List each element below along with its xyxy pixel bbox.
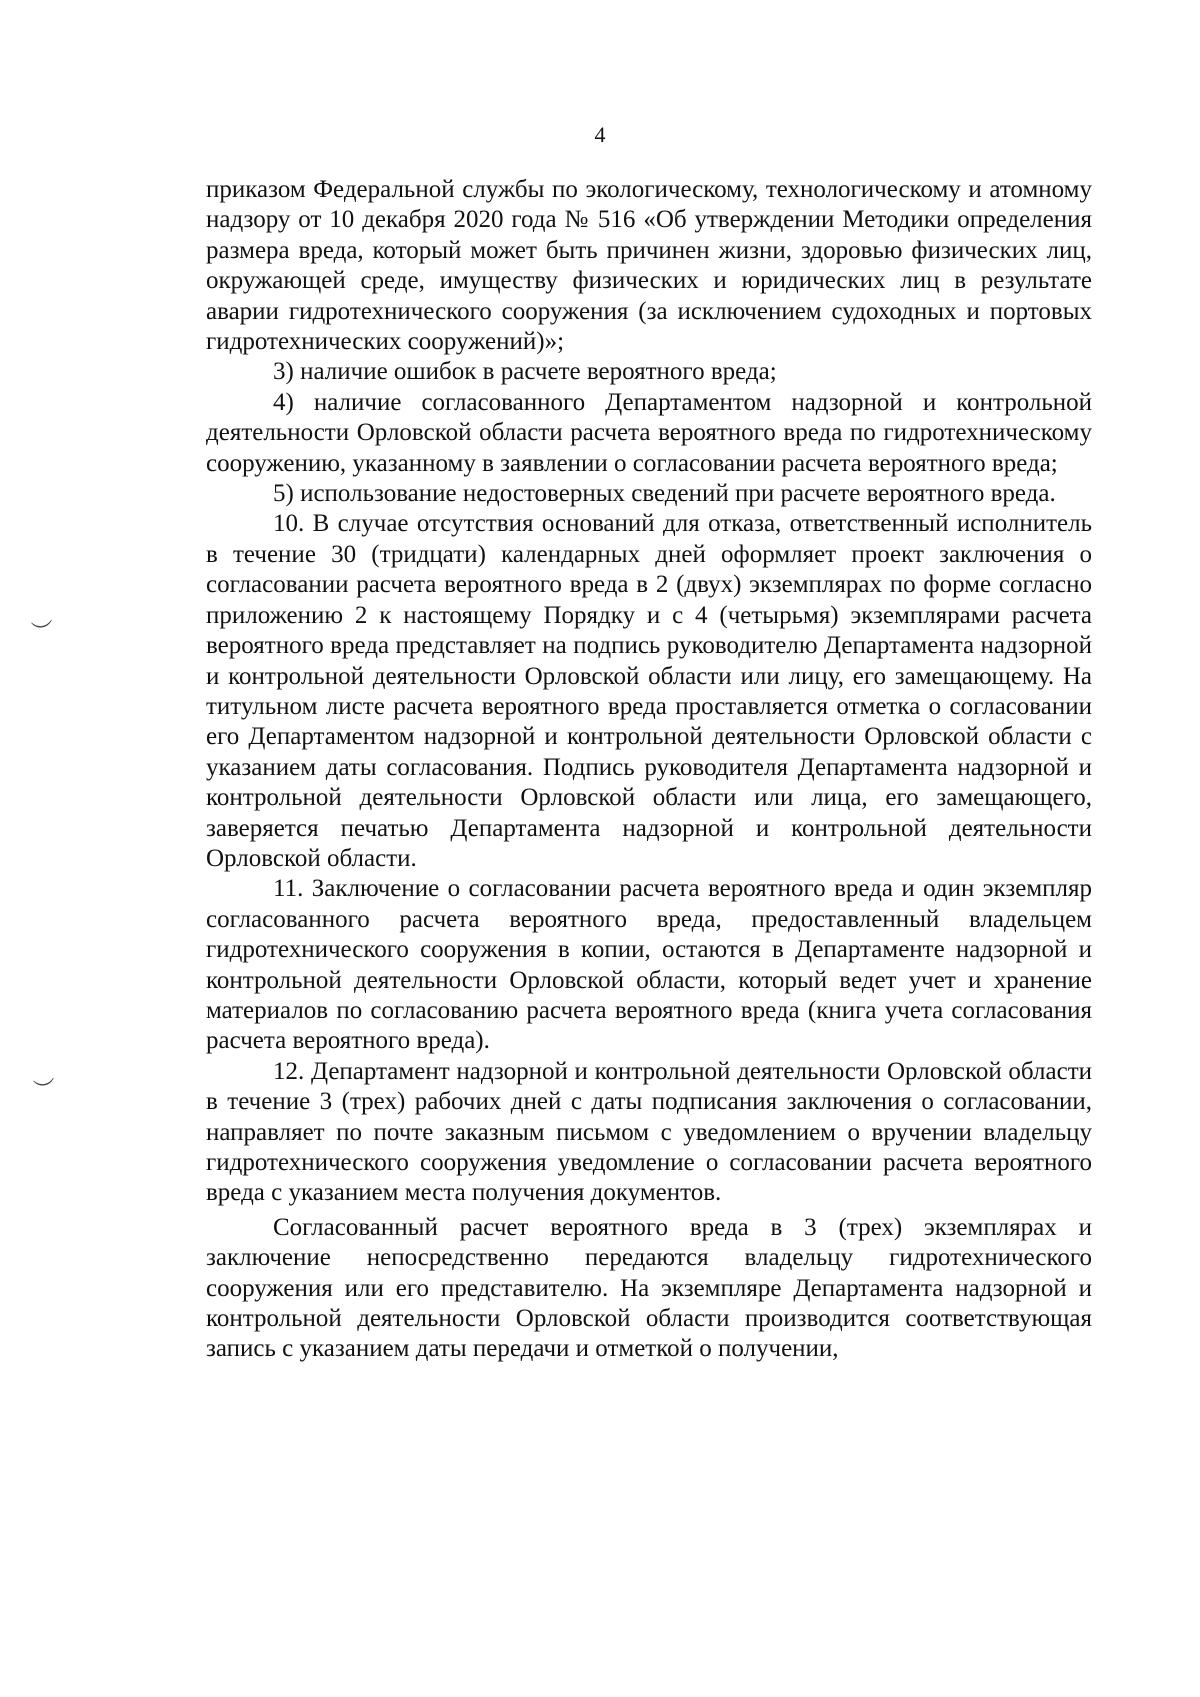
list-item-5: 5) использование недостоверных сведений при расчете вероятного вреда. (273, 480, 1056, 508)
scan-artifact-mark: ︶ (30, 618, 56, 647)
list-item-4: 4) наличие согласованного Департаментом надзорной и контрольной деятельности Орловской области расчета вероятного вреда по гидротехническому сооружению, указанному в заявлении о согласовании расчета вероятного вреда; (206, 388, 1092, 477)
page-number: 4 (594, 122, 606, 147)
document-body (206, 175, 1092, 1365)
clause-12-continuation: Согласованный расчет вероятного вреда в 3 (трех) экземплярах и заключение непосредственно передаются владельцу гидротехнического сооружения или его представителю. На экземпляре Департамента надзорной и контрольной деятельности Орловской области производится соответствующая запись с указанием даты передачи и отметкой о получении, (206, 1213, 1092, 1363)
scan-artifact-mark: ︶ (32, 1076, 58, 1105)
clause-10: 10. В случае отсутствия оснований для отказа, ответственный исполнитель в течение 30 (тридцати) календарных дней оформляет проект заключения о согласовании расчета вероятного вреда в 2 (двух) экземплярах по форме согласно приложению 2 к настоящему Порядку и с 4 (четырьмя) экземплярами расчета вероятного вреда представляет на подпись руководителю Департамента надзорной и контрольной деятельности Орловской области или лицу, его замещающему. На титульном листе расчета вероятного вреда проставляется отметка о согласовании его Департаментом надзорной и контрольной деятельности Орловской области с указанием даты согласования. Подпись руководителя Департамента надзорной и контрольной деятельности Орловской области или лица, его замещающего, заверяется печатью Департамента надзорной и контрольной деятельности Орловской области. (206, 510, 1092, 872)
clause-11: 11. Заключение о согласовании расчета вероятного вреда и один экземпляр согласованного расчета вероятного вреда, предоставленный владельцем гидротехнического сооружения в копии, остаются в Департаменте надзорной и контрольной деятельности Орловской области, который ведет учет и хранение материалов по согласованию расчета вероятного вреда (книга учета согласования расчета вероятного вреда). (206, 875, 1092, 1055)
clause-12: 12. Департамент надзорной и контрольной деятельности Орловской области в течение 3 (трех) рабочих дней с даты подписания заключения о согласовании, направляет по почте заказным письмом с уведомлением о вручении владельцу гидротехнического сооружения уведомление о согласовании расчета вероятного вреда с указанием места получения документов. (206, 1057, 1092, 1207)
list-item-3: 3) наличие ошибок в расчете вероятного вреда; (273, 358, 777, 386)
paragraph-order-reference: приказом Федеральной службы по экологическому, технологическому и атомному надзору от 10 декабря 2020 года № 516 «Об утверждении Методики определения размера вреда, который может быть причинен жизни, здоровью физических лиц, окружающей среде, имуществу физических и юридических лиц в результате аварии гидротехнического сооружения (за исключением судоходных и портовых гидротехнических сооружений)»; (206, 176, 1092, 356)
